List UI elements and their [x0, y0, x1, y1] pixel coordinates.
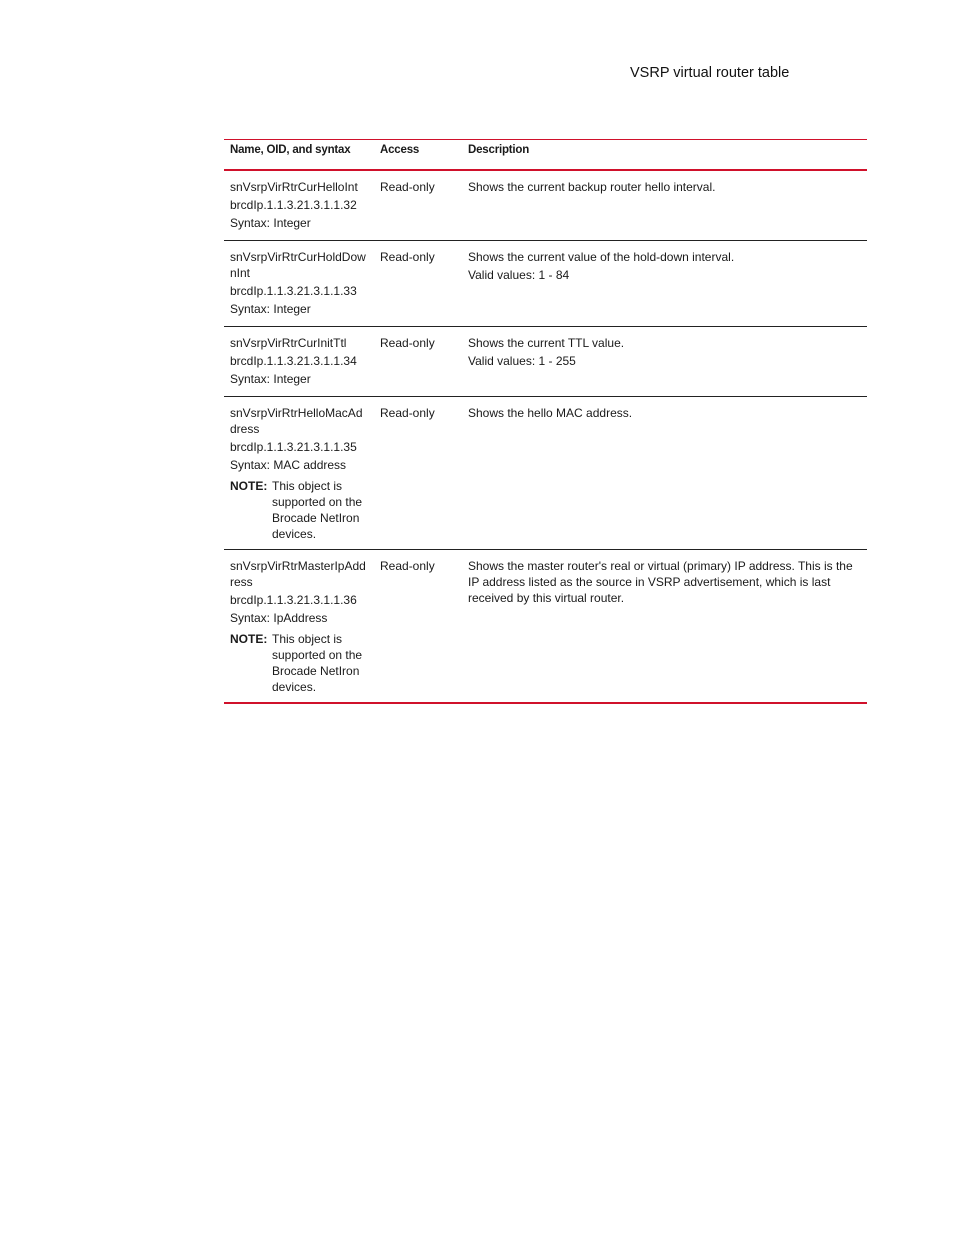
object-syntax: Syntax: MAC address: [230, 458, 347, 472]
note-label: NOTE:: [230, 632, 268, 646]
description-cell: [462, 550, 867, 704]
table-row: [224, 397, 867, 550]
description-text: Shows the current backup router hello interval.: [468, 180, 716, 194]
object-syntax: Syntax: Integer: [230, 216, 311, 230]
object-oid: brcdIp.1.1.3.21.3.1.1.35: [230, 440, 357, 454]
description-text: Shows the hello MAC address.: [468, 406, 633, 420]
table-row: [224, 327, 867, 397]
description-text: Shows the master router's real or virtual (primary) IP address. This is the IP address listed as the source in VSRP advertisement, which is last received by this virtual router.: [468, 559, 853, 605]
object-oid: brcdIp.1.1.3.21.3.1.1.32: [230, 198, 357, 212]
note: [230, 478, 368, 542]
object-syntax: Syntax: Integer: [230, 372, 311, 386]
table-header-row: [224, 140, 867, 171]
note: [230, 631, 368, 695]
valid-values-text: Valid values: 1 - 255: [468, 354, 576, 368]
description-text: Shows the current value of the hold-down interval.: [468, 250, 735, 264]
column-header-name: Name, OID, and syntax: [224, 140, 374, 171]
table-row: [224, 550, 867, 704]
name-cell: [224, 550, 374, 704]
column-header-access: Access: [374, 140, 462, 171]
description-cell: [462, 241, 867, 327]
object-name: snVsrpVirRtrCurHoldDownInt: [230, 250, 366, 280]
description-text: Shows the current TTL value.: [468, 336, 625, 350]
object-syntax: Syntax: Integer: [230, 302, 311, 316]
object-name: snVsrpVirRtrHelloMacAddress: [230, 406, 363, 436]
running-header: VSRP virtual router table: [630, 65, 790, 81]
name-cell: [224, 327, 374, 397]
object-oid: brcdIp.1.1.3.21.3.1.1.34: [230, 354, 357, 368]
name-cell: [224, 397, 374, 550]
table-row: [224, 170, 867, 241]
description-cell: [462, 397, 867, 550]
object-oid: brcdIp.1.1.3.21.3.1.1.36: [230, 593, 357, 607]
name-cell: [224, 241, 374, 327]
description-cell: [462, 327, 867, 397]
object-syntax: Syntax: IpAddress: [230, 611, 328, 625]
description-cell: [462, 170, 867, 241]
access-cell: Read-only: [374, 170, 462, 241]
access-cell: Read-only: [374, 327, 462, 397]
object-oid: brcdIp.1.1.3.21.3.1.1.33: [230, 284, 357, 298]
mib-object-table: [224, 139, 867, 704]
access-cell: Read-only: [374, 550, 462, 704]
access-cell: Read-only: [374, 397, 462, 550]
name-cell: [224, 170, 374, 241]
note-text: This object is supported on the Brocade NetIron devices.: [272, 479, 363, 541]
column-header-description: Description: [462, 140, 867, 171]
note-label: NOTE:: [230, 479, 268, 493]
object-name: snVsrpVirRtrCurInitTtl: [230, 336, 347, 350]
access-cell: Read-only: [374, 241, 462, 327]
valid-values-text: Valid values: 1 - 84: [468, 268, 570, 282]
table-row: [224, 241, 867, 327]
object-name: snVsrpVirRtrCurHelloInt: [230, 180, 358, 194]
note-text: This object is supported on the Brocade NetIron devices.: [272, 632, 363, 694]
object-name: snVsrpVirRtrMasterIpAddress: [230, 559, 366, 589]
